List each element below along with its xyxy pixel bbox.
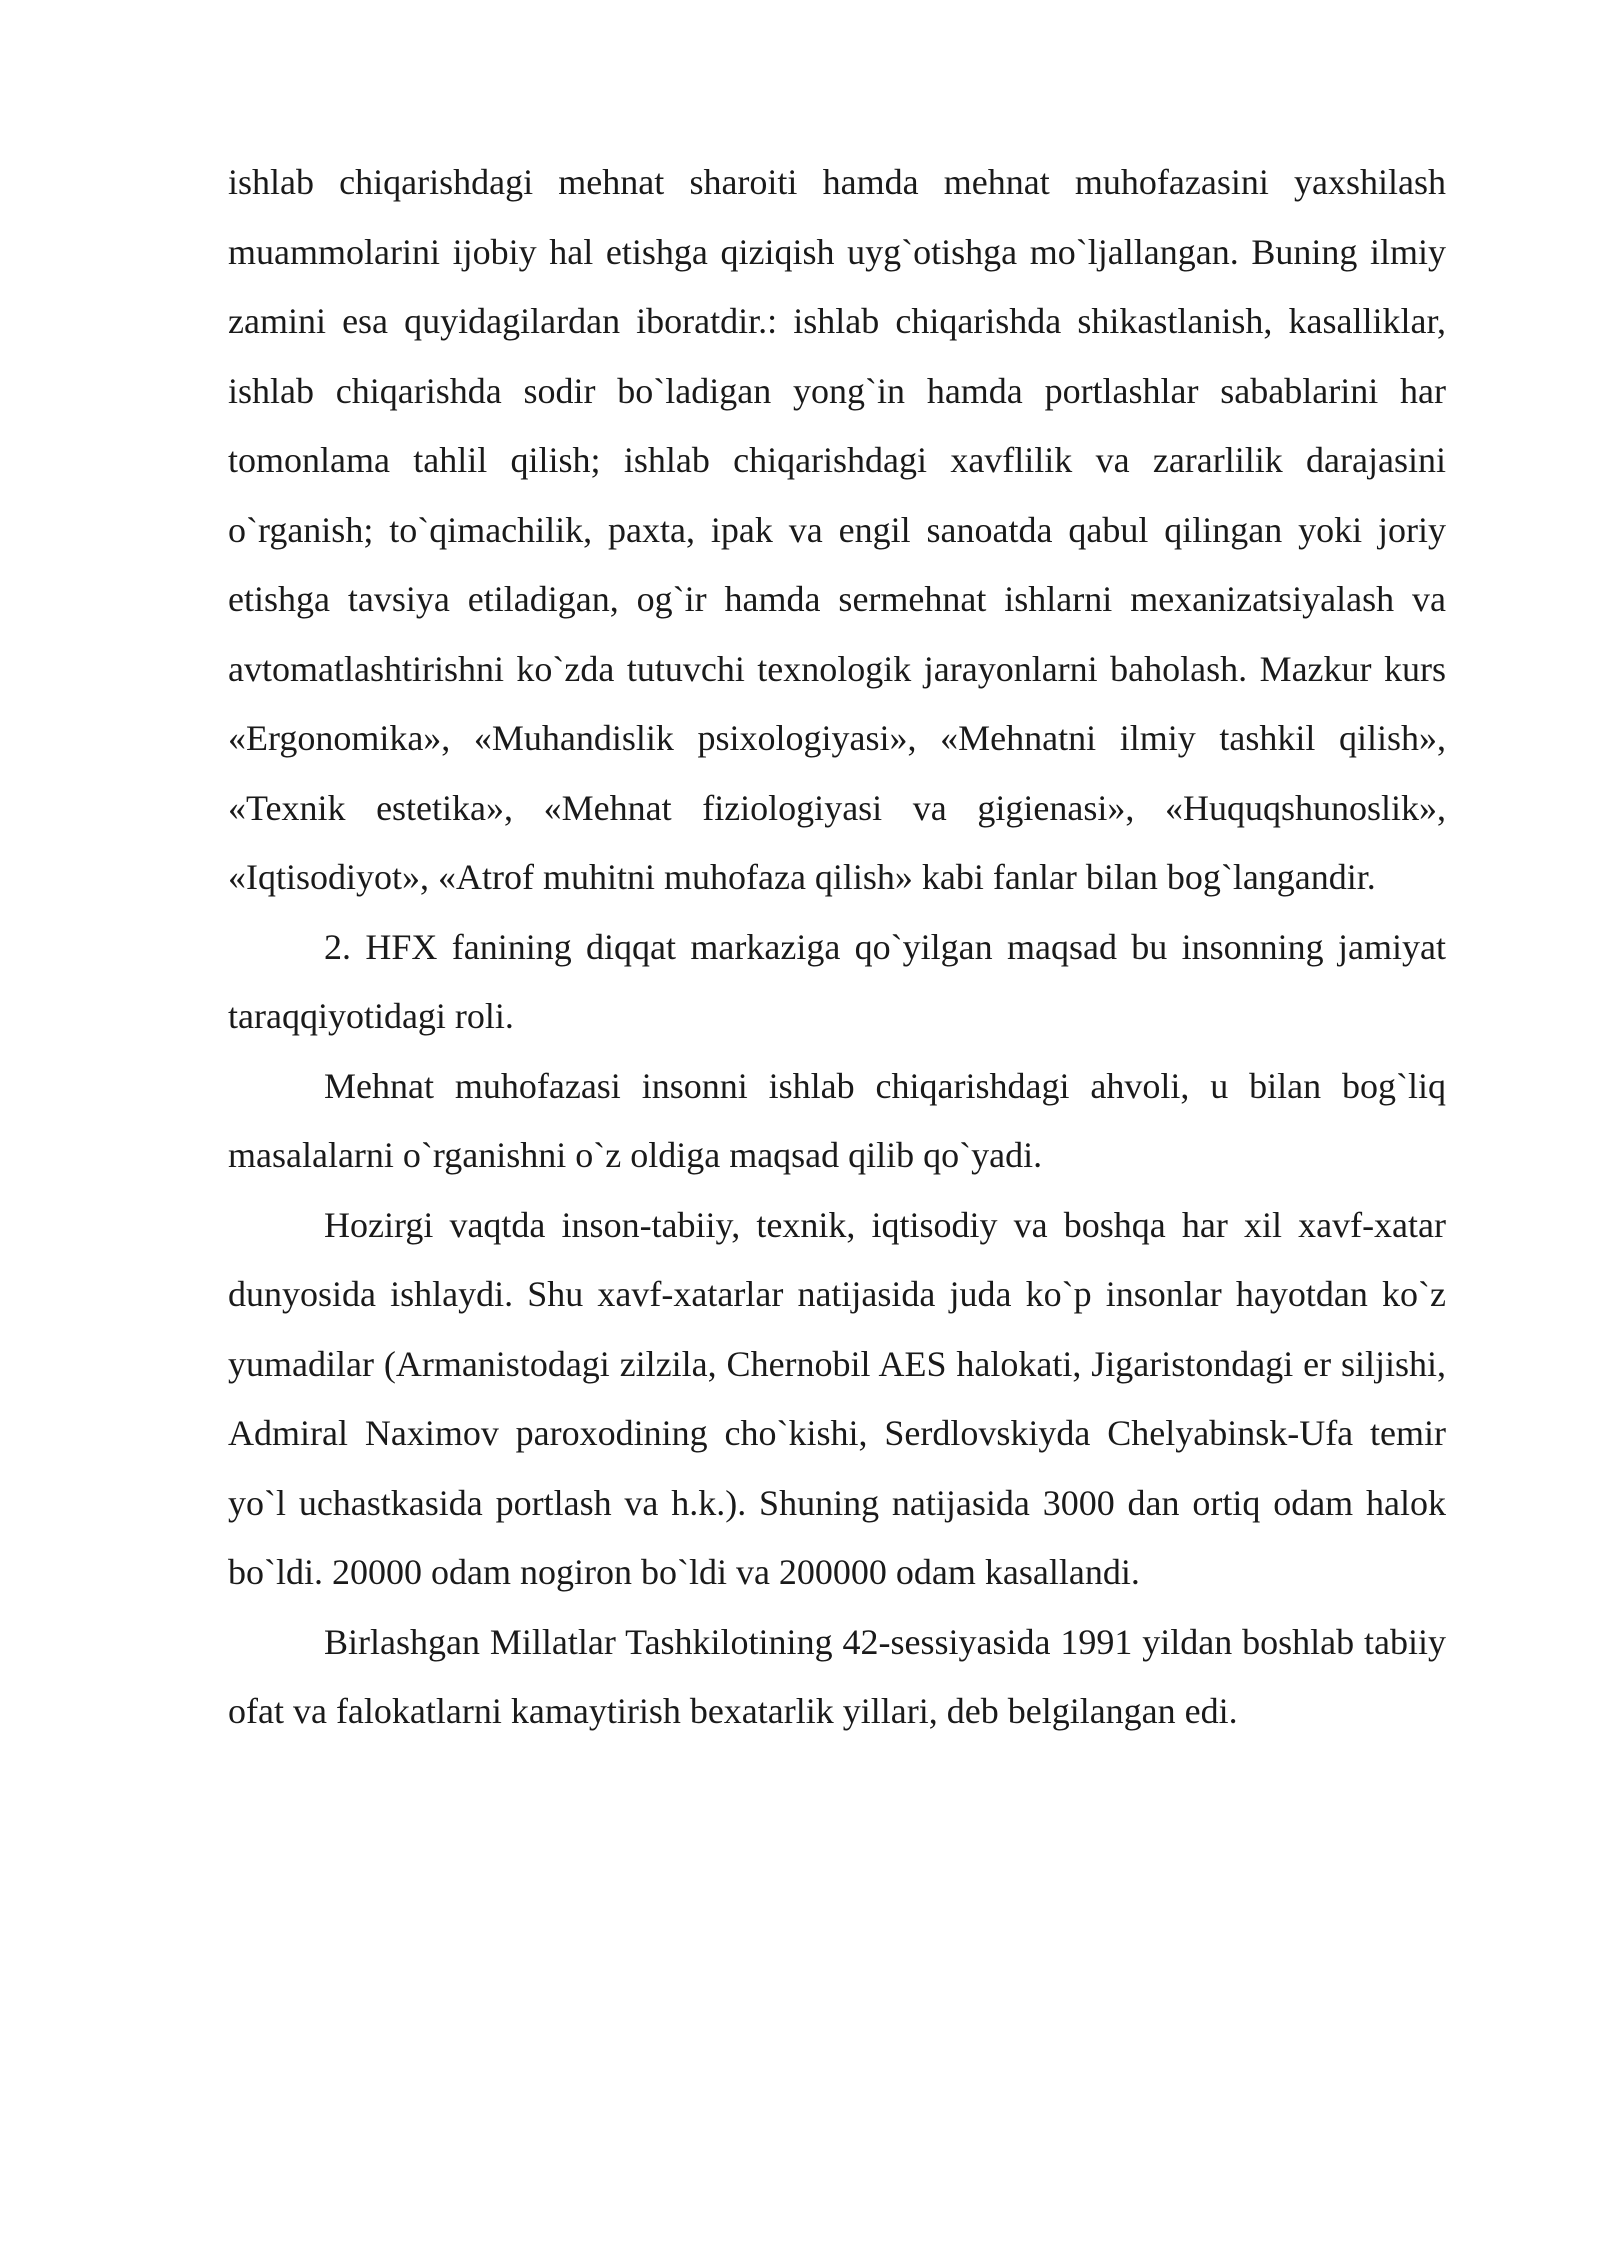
paragraph-labor-protection: Mehnat muhofazasi insonni ishlab chiqarishdagi ahvoli, u bilan bog`liq masalalarni o`rganishni o`z oldiga maqsad qilib qo`yadi.	[228, 1065, 1446, 1175]
paragraph-continuation: ishlab chiqarishdagi mehnat sharoiti hamda mehnat muhofazasini yaxshilash muammolarini ijobiy hal etishga qiziqish uyg`otishga mo`ljallangan. Buning ilmiy zamini esa quyidagilardan iboratdir.: ishlab chiqarishda shikastlanish, kasalliklar, ishlab chiqarishda sodir bo`ladigan yong`in hamda portlashlar sabablarini har tomonlama tahlil qilish; ishlab chiqarishdagi xavflilik va zararlilik darajasini o`rganish; to`qimachilik, paxta, ipak va engil sanoatda qabul qilingan yoki joriy etishga tavsiya etiladigan, og`ir hamda sermehnat ishlarni mexanizatsiyalash va avtomatlashtirishni ko`zda tutuvchi texnologik jarayonlarni baholash. Mazkur kurs «Ergonomika», «Muhandislik psixologiyasi», «Mehnatni ilmiy tashkil qilish», «Texnik estetika», «Mehnat fiziologiyasi va gigienasi», «Huquqshunoslik», «Iqtisodiyot», «Atrof muhitni muhofaza qilish» kabi fanlar bilan bog`langandir.	[228, 162, 1446, 897]
document-body	[228, 148, 1446, 1747]
paragraph-un-session: Birlashgan Millatlar Tashkilotining 42-sessiyasida 1991 yildan boshlab tabiiy ofat va falokatlarni kamaytirish bexatarlik yillari, deb belgilangan edi.	[228, 1621, 1446, 1731]
paragraph-hfx-purpose: 2. HFX fanining diqqat markaziga qo`yilgan maqsad bu insonning jamiyat taraqqiyotidagi roli.	[228, 926, 1446, 1036]
paragraph-hazards: Hozirgi vaqtda inson-tabiiy, texnik, iqtisodiy va boshqa har xil xavf-xatar dunyosida ishlaydi. Shu xavf-xatarlar natijasida juda ko`p insonlar hayotdan ko`z yumadilar (Armanistodagi zilzila, Chernobil AES halokati, Jigaristondagi er siljishi, Admiral Naximov paroxodining cho`kishi, Serdlovskiyda Chelyabinsk-Ufa temir yo`l uchastkasida portlash va h.k.). Shuning natijasida 3000 dan ortiq odam halok bo`ldi. 20000 odam nogiron bo`ldi va 200000 odam kasallandi.	[228, 1204, 1446, 1592]
